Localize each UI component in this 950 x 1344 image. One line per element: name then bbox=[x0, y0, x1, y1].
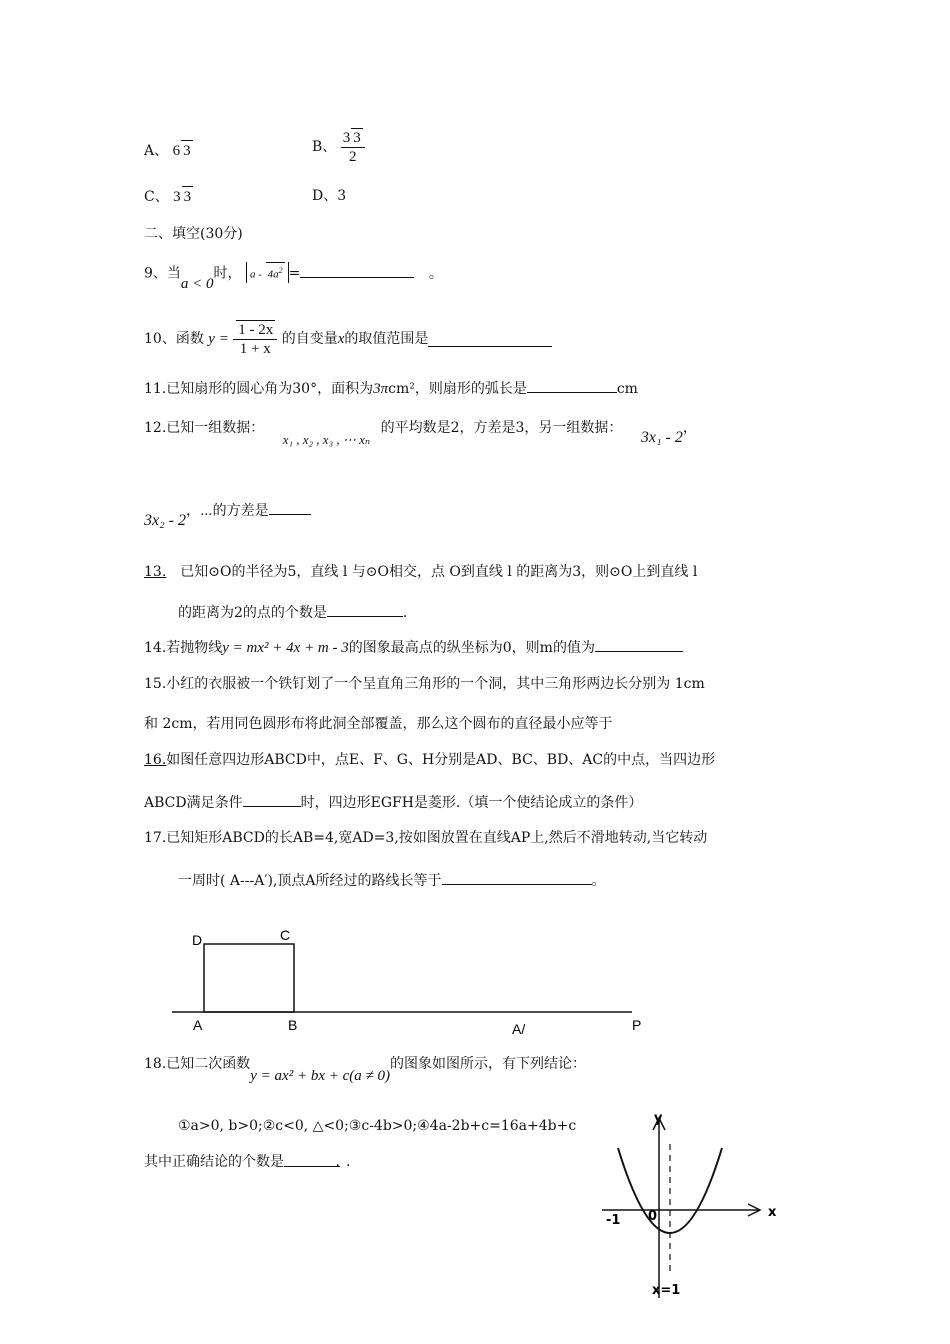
q18-count-text: 其中正确结论的个数是 bbox=[144, 1154, 284, 1170]
q11-text: 11.已知扇形的圆心角为30°，面积为 bbox=[144, 381, 374, 397]
question-15: 15.小红的衣服被一个铁钉划了一个呈直角三角形的一个洞，其中三角形两边长分别为 1cm bbox=[144, 676, 705, 692]
q12-text: 12.已知一组数据： bbox=[144, 420, 265, 436]
option-a bbox=[144, 140, 193, 161]
q11-area: 3π bbox=[373, 381, 389, 397]
question-13 bbox=[144, 562, 697, 582]
q18-conclusions: ①a>0, b>0;②c<0, △<0;③c-4b>0;④4a-2b+c=16a+4b+c bbox=[178, 1118, 577, 1134]
question-12-cont bbox=[144, 500, 311, 529]
option-c bbox=[144, 186, 193, 207]
q16-answer-blank[interactable] bbox=[243, 792, 301, 807]
q10-label: 10、函数 bbox=[144, 331, 204, 347]
q12-mid: 的平均数是2，方差是3，另一组数据： bbox=[380, 420, 623, 436]
q9-answer-blank[interactable] bbox=[300, 263, 414, 278]
q14-answer-blank[interactable] bbox=[595, 637, 683, 652]
q14-suffix: 的图象最高点的纵坐标为0，则m的值为 bbox=[348, 640, 595, 656]
q10-fraction: $\frac{1 - 2x}{1 + x}$ bbox=[233, 320, 277, 358]
q18-end: . bbox=[346, 1154, 351, 1170]
q12-comma: ， bbox=[682, 420, 697, 436]
parabola-graph bbox=[596, 1108, 786, 1304]
label-y: y bbox=[654, 1111, 663, 1126]
label-axis-x1: x=1 bbox=[652, 1283, 681, 1298]
q13-end: . bbox=[402, 605, 408, 621]
q10-var: x bbox=[337, 331, 345, 347]
label-x: x bbox=[768, 1205, 777, 1220]
q9-when: 时， bbox=[213, 265, 242, 282]
rectangle-abcd bbox=[204, 944, 294, 1012]
option-label: C、 bbox=[144, 189, 169, 205]
question-12 bbox=[144, 418, 697, 447]
option-label: A、 bbox=[144, 143, 169, 159]
label-b: B bbox=[288, 1017, 298, 1033]
question-17: 17.已知矩形ABCD的长AB=4,宽AD=3,按如图放置在直线AP上,然后不滑地转动,当它转动 bbox=[144, 830, 708, 846]
q18-suffix: 的图象如图所示，有下列结论： bbox=[389, 1056, 586, 1072]
q9-equals: = bbox=[288, 265, 301, 282]
question-11 bbox=[144, 378, 638, 399]
q12-suffix: ，⋯的方差是 bbox=[186, 503, 269, 519]
question-15-cont: 和 2cm，若用同色圆形布将此洞全部覆盖，那么这个圆布的直径最小应等于 bbox=[144, 716, 613, 732]
label-c: C bbox=[280, 927, 291, 943]
q17-text: 一周时( A---A′),顶点A所经过的路线长等于 bbox=[178, 873, 442, 889]
label-origin: 0 bbox=[648, 1209, 658, 1224]
q18-answer-blank[interactable]: . bbox=[284, 1152, 340, 1167]
q10-y: y = bbox=[208, 331, 229, 347]
question-9 bbox=[144, 262, 443, 292]
label-neg1: -1 bbox=[606, 1213, 621, 1228]
option-c-value: 3 3 bbox=[173, 189, 193, 205]
option-label: D、 bbox=[312, 188, 338, 204]
q13-line1: 已知⊙O的半径为5，直线 l 与⊙O相交，点 O到直线 l 的距离为3，则⊙O上到直线 l bbox=[180, 564, 698, 580]
q12-expr1: 3x₁ - 2 bbox=[640, 429, 683, 446]
q13-line2: 的距离为2的点的个数是 bbox=[178, 605, 327, 621]
q11-unit: cm²，则扇形的弧长是 bbox=[388, 381, 527, 397]
q10-text: 的自变量 bbox=[281, 331, 338, 347]
q12-data: x₁ , x₂ , x₃ , ⋯ xₙ bbox=[282, 432, 371, 447]
option-d-value: 3 bbox=[337, 188, 347, 204]
q9-abs-expression: a - $4a^2$ bbox=[246, 262, 289, 283]
label-a-prime: A/ bbox=[512, 1021, 526, 1037]
question-17-cont bbox=[178, 870, 606, 891]
question-10 bbox=[144, 320, 552, 358]
option-label: B、 bbox=[312, 139, 337, 155]
q12-expr2: 3x₂ - 2 bbox=[144, 512, 186, 529]
q9-condition: a < 0 bbox=[180, 275, 214, 292]
q18-text: 18.已知二次函数 bbox=[144, 1056, 251, 1072]
q12-answer-blank[interactable] bbox=[269, 500, 311, 515]
option-a-value: 6 3 bbox=[173, 143, 193, 159]
q17-answer-blank[interactable] bbox=[442, 870, 592, 885]
q16-suffix: 时，四边形EGFH是菱形.（填一个使结论成立的条件） bbox=[300, 795, 643, 811]
option-d bbox=[312, 186, 346, 206]
q13-number: 13. bbox=[144, 564, 167, 580]
question-13-cont bbox=[178, 602, 407, 623]
q11-end-unit: cm bbox=[616, 381, 638, 397]
q11-answer-blank[interactable] bbox=[527, 378, 617, 393]
q17-end: 。 bbox=[591, 873, 606, 889]
label-a: A bbox=[193, 1017, 203, 1033]
q14-text: 14.若抛物线 bbox=[144, 640, 223, 656]
q16-text: ABCD满足条件 bbox=[144, 795, 243, 811]
question-16 bbox=[144, 750, 715, 770]
rectangle-figure bbox=[160, 920, 660, 1040]
option-b-fraction: $\frac{3 3}{2}$ bbox=[341, 128, 365, 166]
q18-expression: y = ax² + bx + c(a ≠ 0) bbox=[250, 1068, 390, 1084]
option-b bbox=[312, 128, 365, 166]
question-18-count bbox=[144, 1152, 350, 1172]
q16-line1: 如图任意四边形ABCD中，点E、F、G、H分别是AD、BC、BD、AC的中点，当四边形 bbox=[166, 752, 716, 768]
question-16-cont bbox=[144, 792, 642, 813]
q9-label: 9、当 bbox=[144, 265, 181, 282]
label-d: D bbox=[192, 932, 203, 948]
q14-expression: y = mx² + 4x + m - 3 bbox=[222, 640, 349, 656]
q16-number: 16. bbox=[144, 752, 167, 768]
q10-text2: 的取值范围是 bbox=[344, 331, 429, 347]
q9-end: 。 bbox=[428, 265, 443, 282]
label-p: P bbox=[632, 1017, 642, 1033]
question-14 bbox=[144, 637, 683, 658]
q13-answer-blank[interactable] bbox=[327, 602, 403, 617]
q10-answer-blank[interactable] bbox=[428, 332, 552, 347]
section-title: 二、填空(30分) bbox=[144, 226, 243, 242]
question-18 bbox=[144, 1054, 586, 1084]
